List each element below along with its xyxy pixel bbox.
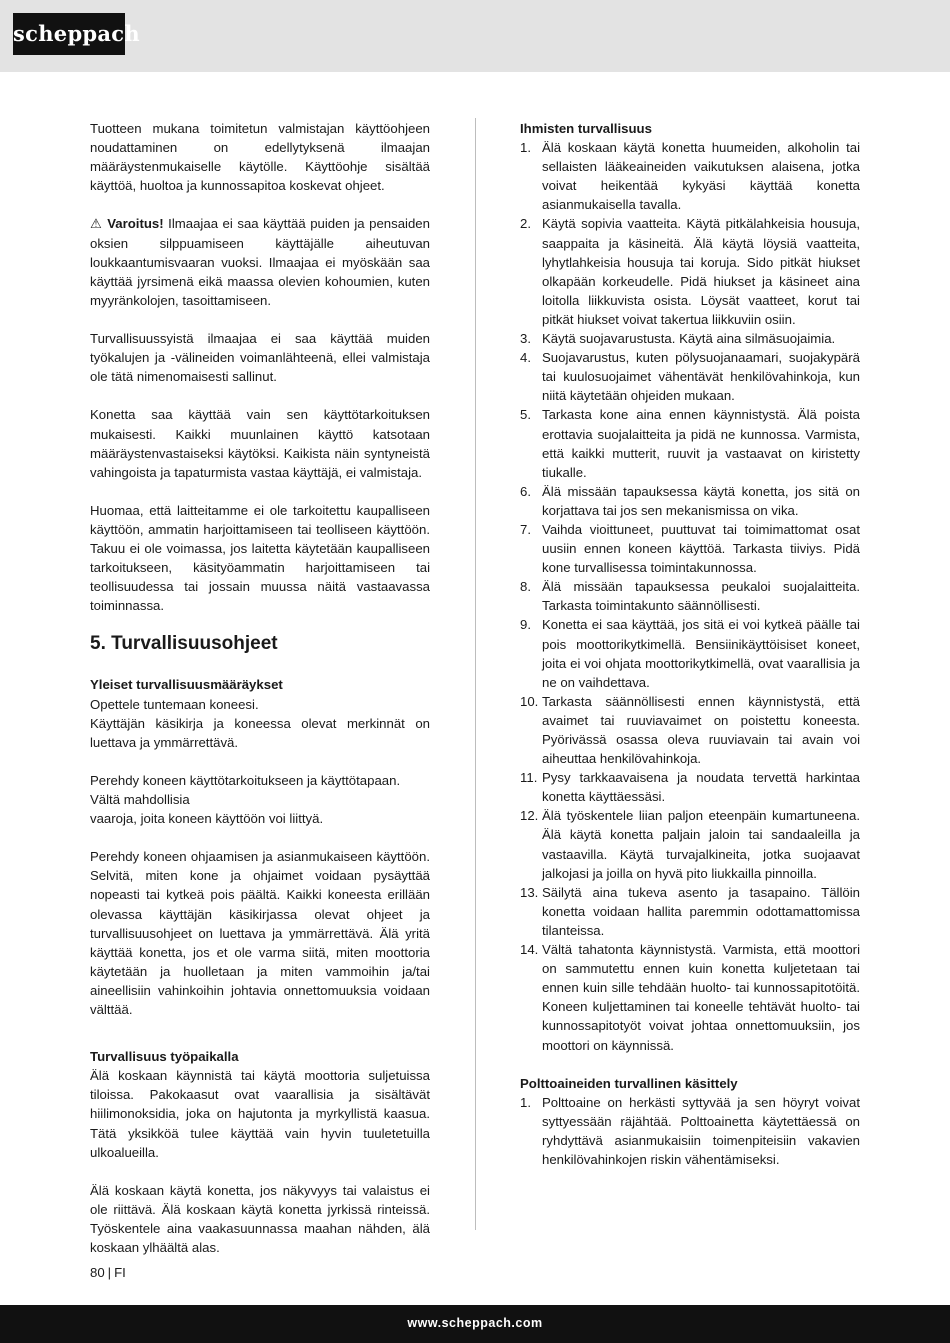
list-item-number: 7. [520,521,531,537]
power-source-paragraph: Turvallisuussyistä ilmaajaa ei saa käyttää muiden työkalujen ja -välineiden voimanlähteenä, ellei valmistaja ole tätä nimenomaisesti sallinut. [90,331,430,385]
fuel-safety-list [520,1093,860,1169]
list-item-text: Älä missään tapauksessa peukaloi suojalaitteita. Tarkasta toimintakunto säännöllisesti. [542,579,860,614]
brand-logo: scheppach [13,13,125,55]
list-item-text: Tarkasta säännöllisesti ennen käynnistystä, että avaimet tai ruuviavaimet on poistettu koneesta. Pyörivässä osassa oleva ruuviavain tai avain voi aiheuttaa henkilövahinkoja. [542,693,860,767]
list-item [520,520,860,577]
list-item-text: Älä työskentele liian paljon eteenpäin kumartuneena. Älä käytä konetta paljain jaloin tai sandaaleilla ja vastaavilla. Käytä turvajalkineita, jotka suojaavat jalkojasi ja joilla on hyvä pito liukkailla pinnoilla. [542,808,860,881]
list-item [520,883,860,940]
page-footer [90,1265,126,1280]
column-divider [475,118,476,1230]
list-item-text: Säilytä aina tukeva asento ja tasapaino. Tällöin konetta voidaan hallita paremmin odottamattomissa tilanteissa. [542,884,860,938]
list-item-text: Vaihda vioittuneet, puuttuvat tai toimimattomat osat uusiin ennen koneen käyttöä. Tarkasta tiiviys. Pidä kone turvallisessa toimintakunnossa. [542,521,860,576]
list-item [520,329,860,348]
list-item-number: 3. [520,331,531,347]
people-safety-heading: Ihmisten turvallisuus [520,121,652,136]
page-language: FI [114,1265,126,1280]
list-item [520,405,860,481]
list-item-text: Pysy tarkkaavaisena ja noudata tervettä harkintaa konetta käyttäessäsi. [542,770,860,805]
list-item-number: 10. [520,693,539,709]
list-item [520,214,860,329]
intro-paragraph: Tuotteen mukana toimitetun valmistajan käyttöohjeen noudattaminen on edellytyksenä ilmaajan määräystenmukaiselle käytölle. Käyttöohje sisältää käyttöä, huoltoa ja kunnossapitoa koskevat ohjeet. [90,121,430,194]
list-item [520,348,860,405]
list-item-number: 8. [520,579,531,595]
website-url[interactable]: www.scheppach.com [407,1316,543,1330]
list-item-number: 2. [520,216,531,232]
list-item [520,615,860,691]
general-line-2: Käyttäjän käsikirja ja koneessa olevat merkinnät on luettava ja ymmärrettävä. [90,715,430,750]
list-item-text: Älä koskaan käytä konetta huumeiden, alkoholin tai sellaisten lääkeaineiden vaikutuksen alaisena, jotka voivat heikentää kykyäsi käyttää konetta asianmukaisella tavalla. [542,140,860,213]
list-item [520,692,860,768]
header-bar [0,0,950,72]
commercial-use-paragraph: Huomaa, että laitteitamme ei ole tarkoitettu kaupalliseen käyttöön, ammatin harjoittamiseen tai teolliseen käyttöön. Takuu ei ole voimassa, jos laitetta käytetään kaupalliseen tarkoitukseen, käsityöammatin harjoittamiseen tai teollisuudessa tai jossain muussa näitä vastaavassa toiminnassa. [90,502,430,614]
warning-text: Ilmaajaa ei saa käyttää puiden ja pensaiden oksien silppuamiseen käyttäjälle aiheutuvan loukkaantumisvaaran vuoksi. Ilmaajaa ei myöskään saa käyttää jyrsimenä eikä maassa olevien kohoumien, kuten myyränkolojen, tasoittamiseen. [90,216,430,308]
list-item-text: Käytä sopivia vaatteita. Käytä pitkälahkeisia housuja, saappaita ja käsineitä. Älä käytä löysiä vaatteita, lyhytlahkeisia housuja tai koruja. Sido pitkät hiukset olkapään korkeudelle. Pidä hiukset ja käsineet aina loitolla liikkuvista osista. Löysät vaatteet, korut tai pitkät hiukset voivat takertua liikkuviin osiin. [542,216,860,327]
page-number: 80 [90,1265,105,1280]
list-item-number: 9. [520,617,531,633]
purpose-line-3: vaaroja, joita koneen käyttöön voi liittyä. [90,811,324,827]
list-item-text: Käytä suojavarustusta. Käytä aina silmäsuojaimia. [542,331,836,347]
warning-triangle-icon: ⚠ [90,216,103,232]
list-item [520,482,860,520]
controls-paragraph: Perehdy koneen ohjaamisen ja asianmukaiseen käyttöön. Selvitä, miten kone ja ohjaimet voidaan pysäyttää nopeasti tai kytkeä pois päältä. Kaikki koneesta erillään olevassa käyttäjän käsikirjassa olevat ohjeet ja turvallisuusohjeet on luettava ja ymmärrettävä. Älä yritä käyttää konetta, jos et ole varma siitä, miten moottoria käytetään ja huolletaan ja miten vammoihin ja/tai aineellisiin vahinkoihin johtavia onnettomuuksia voidaan välttää. [90,849,430,1018]
list-item [520,577,860,615]
purpose-line-2: Vältä mahdollisia [90,792,190,807]
list-item-text: Polttoaine on herkästi syttyvää ja sen höyryt voivat syttyessään räjähtää. Polttoainetta käytettäessä on ryhdyttävä asianmukaisiin toimenpiteisiin vakavien henkilövahinkojen riskin vähentämiseksi. [542,1094,860,1167]
footer-separator: | [107,1265,112,1280]
list-item [520,1093,860,1169]
list-item-number: 14. [520,942,539,958]
workplace-paragraph-2: Älä koskaan käytä konetta, jos näkyvyys tai valaistus ei ole riittävä. Älä koskaan käytä konetta jyrkissä rinteissä. Työskentele aina vaakasuunnassa maahan nähden, älä koskaan ylhäältä alas. [90,1182,430,1256]
list-item-number: 13. [520,884,539,900]
purpose-line-1: Perehdy koneen käyttötarkoitukseen ja käyttötapaan. [90,772,401,788]
warning-label: Varoitus! [107,216,164,232]
workplace-heading: Turvallisuus työpaikalla [90,1049,239,1065]
intended-use-paragraph: Konetta saa käyttää vain sen käyttötarkoituksen mukaisesti. Kaikki muunlainen käyttö katsotaan määräystenvastaiseksi käytöksi. Kaikista näin syntyneistä vahingoista ja tapaturmista vastaa käyttäjä, ei valmistaja. [90,407,430,480]
right-column [520,119,860,1169]
fuel-safety-heading: Polttoaineiden turvallinen käsittely [520,1075,738,1091]
list-item-number: 5. [520,407,531,423]
warning-paragraph [90,214,430,309]
footer-bar [0,1305,950,1343]
general-line-1: Opettele tuntemaan koneesi. [90,696,259,712]
list-item [520,940,860,1055]
list-item [520,138,860,214]
general-safety-heading: Yleiset turvallisuusmääräykset [90,677,283,693]
list-item-number: 1. [520,140,531,156]
list-item-text: Suojavarustus, kuten pölysuojanaamari, suojakypärä tai kuulosuojaimet vähentävät henkilövahinkoja, kun niitä käytetään ohjeiden mukaan. [542,350,860,404]
people-safety-list [520,138,860,1055]
section-title: 5. Turvallisuusohjeet [90,633,278,655]
left-column [90,119,430,1257]
list-item [520,768,860,806]
workplace-paragraph-1: Älä koskaan käynnistä tai käytä moottoria suljetuissa tiloissa. Pakokaasut ovat vaarallisia ja sisältävät hiilimonoksidia, joka on hajutonta ja myrkyllistä kaasua. Tätä yksikköä tulee käyttää vain hyvin tuuletetuilla ulkoalueilla. [90,1068,430,1160]
list-item-text: Älä missään tapauksessa käytä konetta, jos sitä on korjattava tai jos sen mekanismissa on vika. [542,483,860,518]
list-item [520,806,860,882]
list-item-number: 12. [520,808,539,824]
list-item-number: 6. [520,483,531,499]
list-item-number: 4. [520,350,531,366]
list-item-text: Konetta ei saa käyttää, jos sitä ei voi kytkeä päälle tai pois moottorikytkimellä. Bensiinikäyttöisiset koneet, joita ei voi ohjata moottorikytkimellä, ovat vaarallisia ja ne on vaihdettava. [542,617,860,690]
list-item-text: Tarkasta kone aina ennen käynnistystä. Älä poista erottavia suojalaitteita ja pidä ne kunnossa. Varmista, että kaikki mutterit, ruuvit ja vastaavat on kiristetty tiukalle. [542,407,860,480]
list-item-number: 11. [520,770,538,786]
list-item-number: 1. [520,1094,531,1110]
list-item-text: Vältä tahatonta käynnistystä. Varmista, että moottori on sammutettu ennen kuin konetta kuljetetaan tai ennen kuin sille tehdään huolto- tai kunnossapitotöitä. Koneen kuljettaminen tai koneelle tehtävät huolto- tai kunnossapitotyöt voivat johtaa onnettomuuksiin, jos moottori on käynnissä. [542,942,860,1053]
